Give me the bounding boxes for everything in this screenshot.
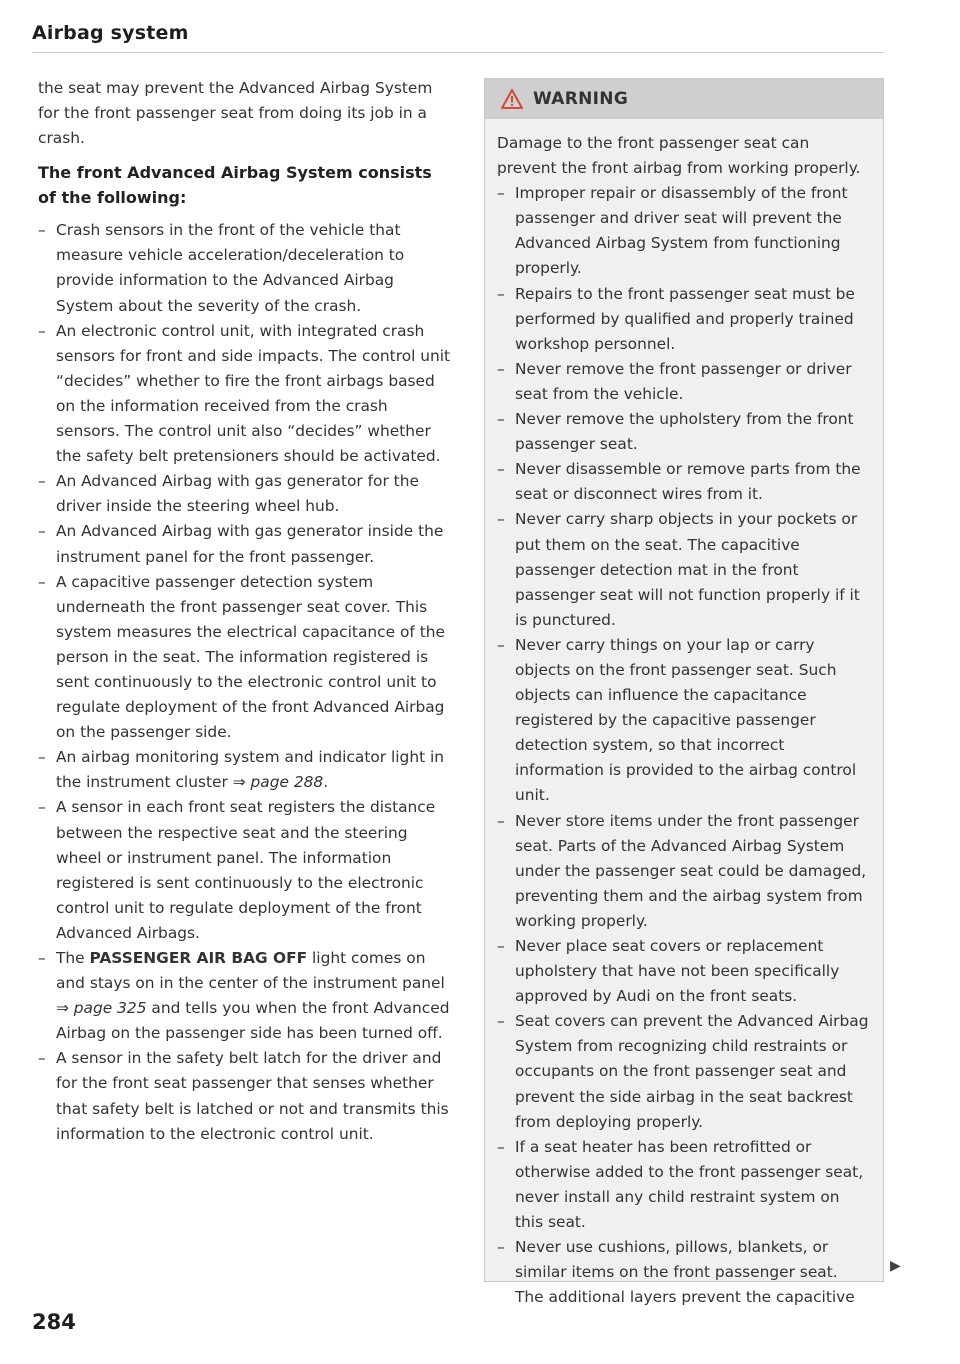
page-reference-link[interactable]: ⇒ page 288 [232, 773, 324, 792]
list-item: – A capacitive passenger detection system underneath the front passenger seat cover. This system measures the electrical capacitance of the person in the seat. The information registered is sent continuously to the electronic control unit to regulate deployment of the front Advanced Airbag on the passenger side. [38, 570, 452, 746]
warning-title: WARNING [533, 89, 629, 109]
list-item: – Never store items under the front passenger seat. Parts of the Advanced Airbag System under the passenger seat could be damaged, preventing them and the airbag system from working properly. [497, 809, 871, 934]
list-item: – An Advanced Airbag with gas generator inside the instrument panel for the front passenger. [38, 519, 452, 569]
list-item: – Never carry things on your lap or carry objects on the front passenger seat. Such objects can influence the capacitance registered by the capacitive passenger detection system, so that incorrect information is provided to the airbag control unit. [497, 633, 871, 809]
components-list [38, 218, 452, 1146]
list-item: – The PASSENGER AIR BAG OFF light comes on and stays on in the center of the instrument panel ⇒ page 325 and tells you when the front Advanced Airbag on the passenger side has been turned off. [38, 946, 452, 1046]
list-item: – Crash sensors in the front of the vehicle that measure vehicle acceleration/deceleration to provide information to the Advanced Airbag System about the severity of the crash. [38, 218, 452, 318]
warning-body [485, 119, 883, 1310]
page-number: 284 [32, 1310, 76, 1334]
list-item: – A sensor in each front seat registers the distance between the respective seat and the steering wheel or instrument panel. The information registered is sent continuously to the electronic control unit to regulate deployment of the front Advanced Airbags. [38, 795, 452, 946]
list-item: – Never remove the front passenger or driver seat from the vehicle. [497, 357, 871, 407]
warning-box [484, 78, 884, 1307]
page-reference-link[interactable]: ⇒ page 325 [56, 999, 147, 1018]
warning-intro: Damage to the front passenger seat can prevent the front airbag from working properly. [497, 134, 861, 178]
list-item: – A sensor in the safety belt latch for the driver and for the front seat passenger that senses whether that safety belt is latched or not and transmits this information to the electronic control unit. [38, 1046, 452, 1146]
list-item: – An Advanced Airbag with gas generator for the driver inside the steering wheel hub. [38, 469, 452, 519]
list-item: – Never use cushions, pillows, blankets, or similar items on the front passenger seat. The additional layers prevent the capacitive [497, 1235, 871, 1310]
list-item: – Never carry sharp objects in your pockets or put them on the seat. The capacitive passenger detection mat in the front passenger seat will not function properly if it is punctured. [497, 507, 871, 632]
list-item: – Never place seat covers or replacement upholstery that have not been specifically approved by Audi on the front seats. [497, 934, 871, 1009]
list-item: – If a seat heater has been retrofitted or otherwise added to the front passenger seat, never install any child restraint system on this seat. [497, 1135, 871, 1235]
left-column [38, 76, 452, 1147]
list-item: – Never disassemble or remove parts from the seat or disconnect wires from it. [497, 457, 871, 507]
continued-arrow-icon: ▶ [890, 1258, 901, 1274]
page-header [32, 22, 884, 53]
list-item: – Improper repair or disassembly of the front passenger and driver seat will prevent the Advanced Airbag System from functioning properly. [497, 181, 871, 281]
warning-triangle-icon [501, 89, 523, 109]
list-item: – Seat covers can prevent the Advanced Airbag System from recognizing child restraints or occupants on the front passenger seat and prevent the side airbag in the seat backrest from deploying properly. [497, 1009, 871, 1134]
warning-list [497, 181, 871, 1310]
list-item: – An airbag monitoring system and indicator light in the instrument cluster ⇒ page 288. [38, 745, 452, 795]
section-title: Airbag system [32, 22, 189, 44]
intro-paragraph: the seat may prevent the Advanced Airbag System for the front passenger seat from doing its job in a crash. [38, 79, 433, 148]
list-item: – Never remove the upholstery from the front passenger seat. [497, 407, 871, 457]
indicator-label: PASSENGER AIR BAG OFF [89, 949, 308, 967]
list-item: – An electronic control unit, with integrated crash sensors for front and side impacts. The control unit “decides” whether to fire the front airbags based on the information received from the crash sensors. The control unit also “decides” whether the safety belt pretensioners should be activated. [38, 319, 452, 470]
list-item: – Repairs to the front passenger seat must be performed by qualified and properly trained workshop personnel. [497, 282, 871, 357]
warning-header [485, 79, 883, 119]
components-heading: The front Advanced Airbag System consists of the following: [38, 163, 432, 208]
